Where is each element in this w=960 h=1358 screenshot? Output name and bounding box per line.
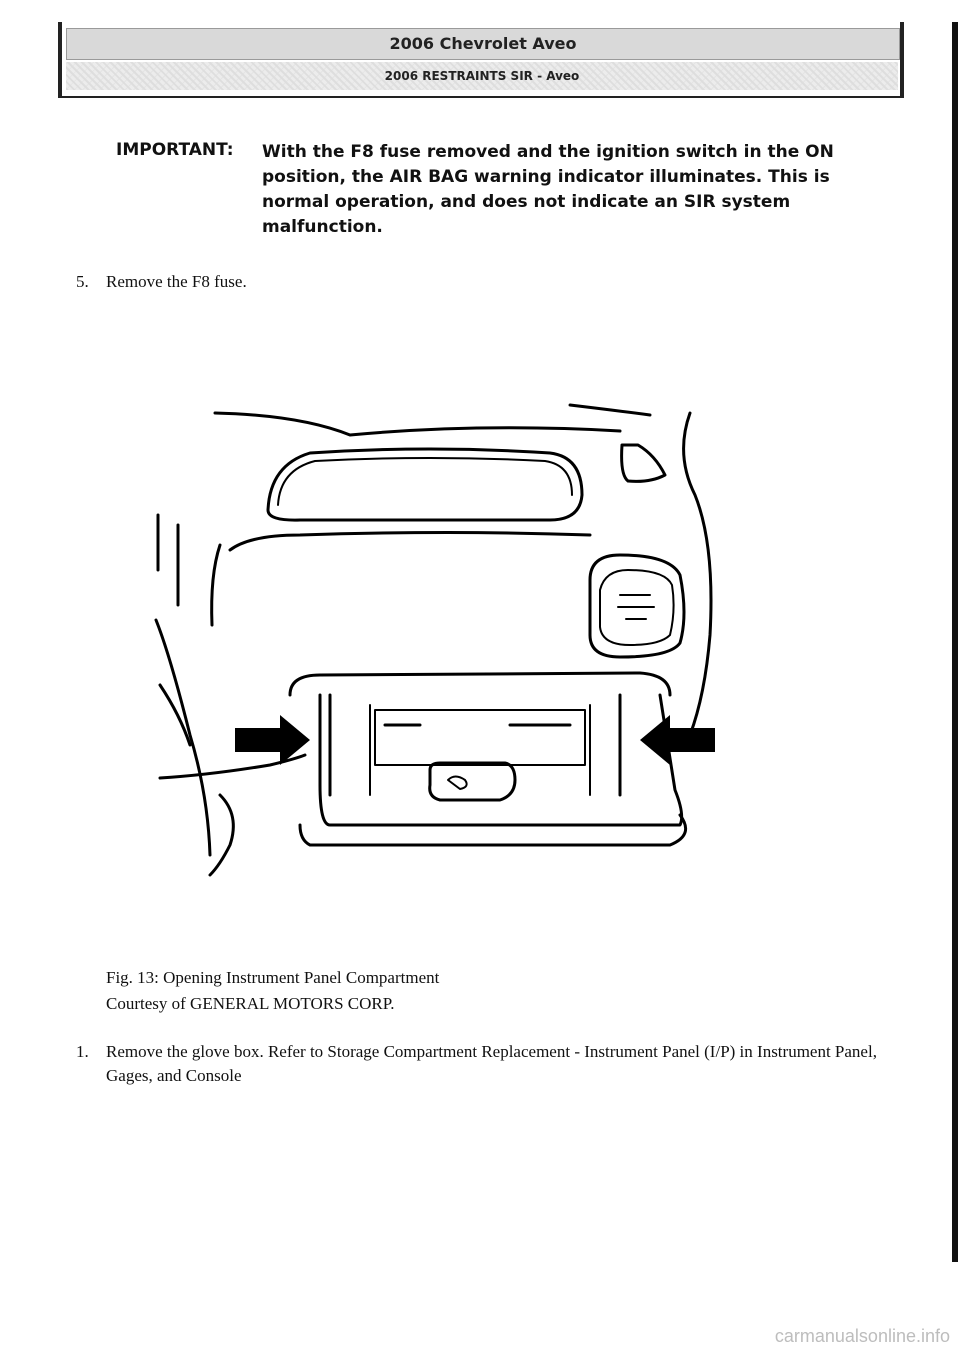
glove-box-bin (375, 710, 585, 765)
header-bottom-rule (58, 96, 904, 98)
page-edge-bar (952, 22, 958, 1262)
step-text: Remove the F8 fuse. (106, 272, 247, 291)
dash-right-edge (684, 413, 711, 735)
press-arrows (235, 715, 715, 765)
important-label: IMPORTANT: (116, 140, 234, 160)
step-text: Remove the glove box. Refer to Storage Compartment Replacement - Instrument Panel (I/P) in Instrument Panel, Gages, and Console (106, 1042, 877, 1085)
document-title: 2006 Chevrolet Aveo (66, 28, 900, 60)
door-bottom-trim (300, 815, 686, 845)
right-press-arrow (640, 715, 715, 765)
figure-caption (106, 965, 806, 1017)
important-text: With the F8 fuse removed and the ignition switch in the ON position, the AIR BAG warning indicator illuminates. This is normal operation, and does not indicate an SIR system malfunction. (262, 142, 834, 237)
figure-caption-title: Fig. 13: Opening Instrument Panel Compartment (106, 968, 440, 987)
dash-top-right-edge (570, 405, 650, 415)
section-subtitle: 2006 RESTRAINTS SIR - Aveo (66, 62, 898, 90)
dash-panel-contour (230, 533, 590, 551)
glove-box-frame (290, 673, 670, 695)
header-right-rule (900, 22, 904, 96)
header-left-rule (58, 22, 62, 96)
figure-caption-credit: Courtesy of GENERAL MOTORS CORP. (106, 994, 395, 1013)
step-number: 1. (76, 1042, 89, 1061)
glove-box-illustration (150, 395, 730, 885)
site-watermark: carmanualsonline.info (774, 1326, 950, 1346)
step-number: 5. (76, 272, 89, 291)
upper-latch (622, 445, 665, 481)
door-latch (430, 763, 515, 800)
dash-top-edge (215, 413, 620, 435)
